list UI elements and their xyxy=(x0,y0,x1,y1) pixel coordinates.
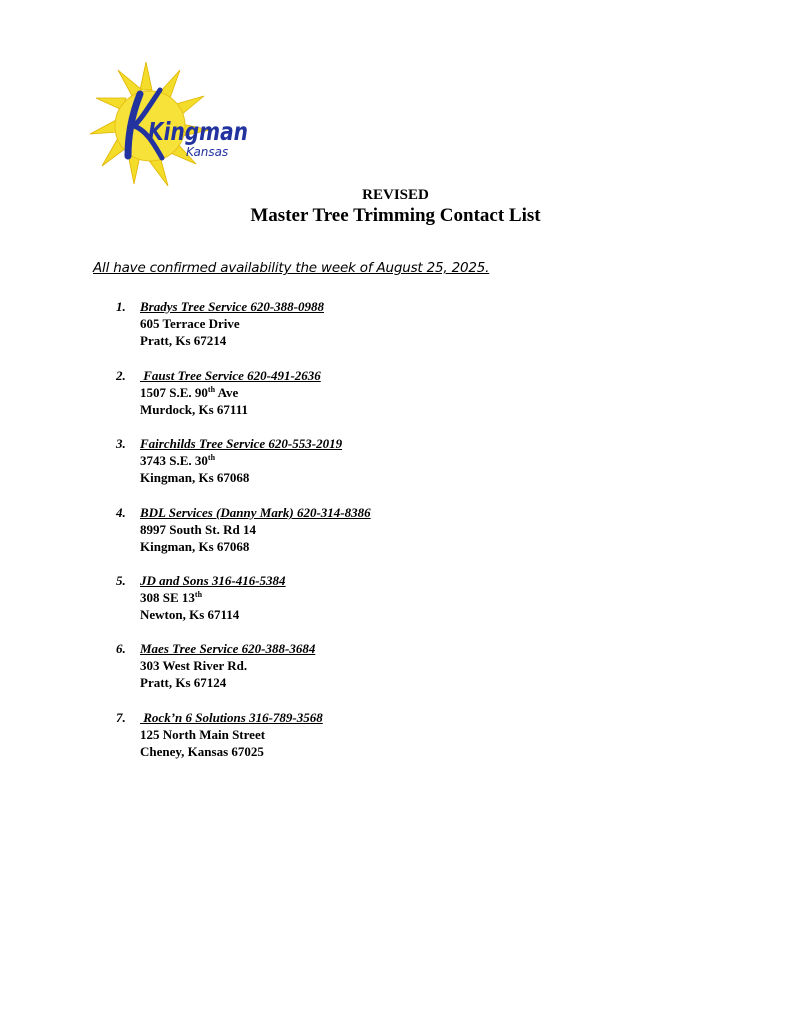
address-line-2: Murdock, Ks 67111 xyxy=(140,402,248,417)
item-number: 6. xyxy=(116,641,126,656)
address-line-1: 308 SE 13th xyxy=(140,590,203,605)
address-line-2: Newton, Ks 67114 xyxy=(140,607,240,622)
logo-word-kingman: Kingman xyxy=(148,117,248,146)
revised-label: REVISED xyxy=(362,187,429,203)
address-line-2: Kingman, Ks 67068 xyxy=(140,470,250,485)
address-line-1: 1507 S.E. 90th Ave xyxy=(140,385,239,400)
item-number: 4. xyxy=(116,505,126,520)
address-line-2: Pratt, Ks 67124 xyxy=(140,675,227,690)
contact-heading: JD and Sons 316-416-5384 xyxy=(140,573,286,588)
contact-heading: Fairchilds Tree Service 620-553-2019 xyxy=(140,436,343,451)
contact-heading: Bradys Tree Service 620-388-0988 xyxy=(140,299,325,314)
address-line-2: Kingman, Ks 67068 xyxy=(140,539,250,554)
availability-notice: All have confirmed availability the week of August 25, 2025. xyxy=(93,260,490,276)
contact-heading: Faust Tree Service 620-491-2636 xyxy=(140,368,321,383)
address-line-2: Pratt, Ks 67214 xyxy=(140,333,227,348)
contact-heading: Maes Tree Service 620-388-3684 xyxy=(140,641,316,656)
logo-word-kansas: Kansas xyxy=(186,145,229,159)
address-line-1: 8997 South St. Rd 14 xyxy=(140,522,256,537)
item-number: 7. xyxy=(116,710,126,725)
address-line-1: 303 West River Rd. xyxy=(140,658,248,673)
page-title: Master Tree Trimming Contact List xyxy=(250,205,541,226)
contact-heading: Rock’n 6 Solutions 316-789-3568 xyxy=(140,710,323,725)
item-number: 3. xyxy=(116,436,126,451)
item-number: 5. xyxy=(116,573,126,588)
item-number: 2. xyxy=(116,368,126,383)
address-line-1: 125 North Main Street xyxy=(140,727,266,742)
contact-heading: BDL Services (Danny Mark) 620-314-8386 xyxy=(140,505,371,520)
address-line-1: 605 Terrace Drive xyxy=(140,316,240,331)
kingman-kansas-logo xyxy=(88,60,258,192)
address-line-1: 3743 S.E. 30th xyxy=(140,453,216,468)
item-number: 1. xyxy=(116,299,126,314)
address-line-2: Cheney, Kansas 67025 xyxy=(140,744,264,759)
